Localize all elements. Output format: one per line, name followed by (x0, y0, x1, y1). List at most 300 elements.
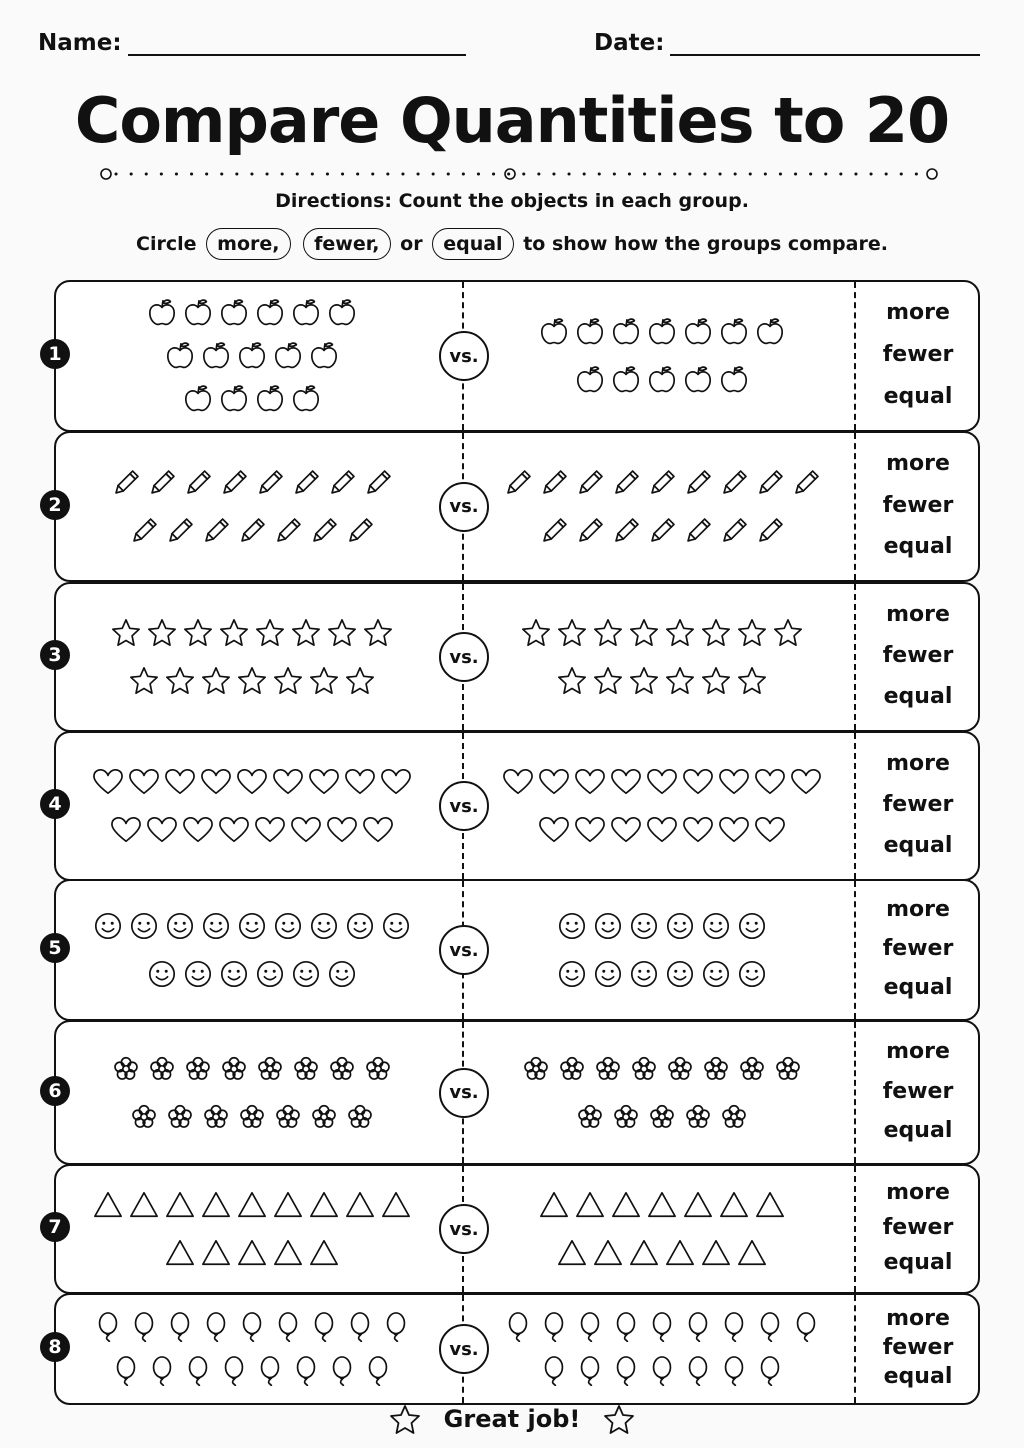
star-icon (147, 618, 177, 648)
example-more-pill: more, (206, 228, 290, 260)
flower-icon (291, 1054, 321, 1084)
pencil-icon (345, 516, 375, 546)
flower-icon (237, 1102, 267, 1132)
pencil-icon (129, 516, 159, 546)
vs-badge: vs. (439, 1068, 489, 1118)
apple-icon (683, 365, 713, 395)
smiley-icon (593, 911, 623, 941)
problem-4 (48, 731, 980, 881)
star-icon (237, 666, 267, 696)
balloon-icon (611, 1312, 641, 1342)
apple-icon (201, 341, 231, 371)
triangle-icon (665, 1238, 695, 1268)
pencil-icon (647, 468, 677, 498)
star-icon (593, 618, 623, 648)
star-icon (737, 666, 767, 696)
heart-icon (539, 767, 569, 797)
heart-icon (129, 767, 159, 797)
triangle-icon (165, 1238, 195, 1268)
apple-icon (291, 298, 321, 328)
smiley-icon (629, 959, 659, 989)
apple-icon (719, 365, 749, 395)
apple-icon (611, 365, 641, 395)
heart-icon (345, 767, 375, 797)
name-field[interactable] (38, 30, 466, 56)
heart-icon (719, 767, 749, 797)
flower-icon (773, 1054, 803, 1084)
star-icon (773, 618, 803, 648)
choices-divider (854, 1022, 856, 1163)
choice-more[interactable]: more (886, 750, 950, 776)
choices-divider (854, 1295, 856, 1403)
problem-3 (48, 582, 980, 732)
star-icon (521, 618, 551, 648)
apple-icon (255, 384, 285, 414)
smiley-icon (291, 959, 321, 989)
heart-icon (165, 767, 195, 797)
apple-icon (291, 384, 321, 414)
heart-icon (255, 815, 285, 845)
balloon-icon (363, 1356, 393, 1386)
heart-icon (309, 767, 339, 797)
star-icon (183, 618, 213, 648)
pencil-icon (111, 468, 141, 498)
pencil-icon (755, 468, 785, 498)
flower-icon (345, 1102, 375, 1132)
date-line[interactable] (670, 32, 980, 56)
star-icon (557, 666, 587, 696)
name-line[interactable] (128, 32, 466, 56)
triangle-icon (381, 1190, 411, 1220)
heart-icon (611, 815, 641, 845)
answer-choices (868, 584, 968, 730)
problem-7 (48, 1164, 980, 1294)
balloon-icon (503, 1312, 533, 1342)
problem-1 (48, 280, 980, 432)
vs-badge: vs. (439, 781, 489, 831)
problem-2 (48, 431, 980, 582)
apple-icon (647, 365, 677, 395)
flower-icon (521, 1054, 551, 1084)
heart-icon (503, 767, 533, 797)
vs-badge: vs. (439, 1324, 489, 1374)
answer-choices (868, 282, 968, 430)
smiley-icon (309, 911, 339, 941)
problem-number: 4 (40, 789, 70, 819)
example-fewer-pill: fewer, (303, 228, 390, 260)
pencil-icon (255, 468, 285, 498)
footer (0, 1404, 1024, 1436)
smiley-icon (201, 911, 231, 941)
heart-icon (381, 767, 411, 797)
heart-icon (719, 815, 749, 845)
flower-icon (719, 1102, 749, 1132)
directions-line-2: Circle more, fewer, or equal to show how the groups compare. (0, 228, 1024, 260)
apple-icon (755, 317, 785, 347)
balloon-icon (183, 1356, 213, 1386)
flower-icon (129, 1102, 159, 1132)
smiley-icon (129, 911, 159, 941)
apple-icon (183, 298, 213, 328)
triangle-icon (201, 1190, 231, 1220)
triangle-icon (273, 1238, 303, 1268)
star-icon (165, 666, 195, 696)
choice-fewer[interactable]: fewer (882, 342, 954, 367)
balloon-icon (345, 1312, 375, 1342)
footer-text: Great job! (443, 1405, 581, 1433)
triangle-icon (647, 1190, 677, 1220)
apple-icon (575, 317, 605, 347)
star-icon (737, 618, 767, 648)
choice-more[interactable]: more (886, 1038, 950, 1064)
smiley-icon (327, 959, 357, 989)
choice-equal[interactable]: equal (883, 1363, 953, 1389)
triangle-icon (201, 1238, 231, 1268)
flower-icon (201, 1102, 231, 1132)
flower-icon (701, 1054, 731, 1084)
flower-icon (575, 1102, 605, 1132)
flower-icon (647, 1102, 677, 1132)
star-icon (345, 666, 375, 696)
apple-icon (647, 317, 677, 347)
balloon-icon (719, 1312, 749, 1342)
balloon-icon (291, 1356, 321, 1386)
pencil-icon (291, 468, 321, 498)
triangle-icon (539, 1190, 569, 1220)
heart-icon (363, 815, 393, 845)
vs-badge: vs. (439, 632, 489, 682)
problem-number: 8 (40, 1332, 70, 1362)
pencil-icon (647, 516, 677, 546)
pencil-icon (183, 468, 213, 498)
choices-divider (854, 733, 856, 879)
smiley-icon (183, 959, 213, 989)
flower-icon (255, 1054, 285, 1084)
choices-divider (854, 282, 856, 430)
heart-icon (237, 767, 267, 797)
heart-icon (219, 815, 249, 845)
star-icon (389, 1404, 421, 1436)
apple-icon (219, 384, 249, 414)
choice-more[interactable]: more (886, 601, 950, 627)
balloon-icon (255, 1356, 285, 1386)
smiley-icon (273, 911, 303, 941)
date-field[interactable] (594, 30, 980, 56)
heart-icon (273, 767, 303, 797)
triangle-icon (129, 1190, 159, 1220)
star-icon (309, 666, 339, 696)
star-icon (363, 618, 393, 648)
pencil-icon (683, 468, 713, 498)
answer-choices (868, 881, 968, 1019)
pencil-icon (683, 516, 713, 546)
smiley-icon (665, 911, 695, 941)
smiley-icon (255, 959, 285, 989)
answer-choices (868, 1295, 968, 1403)
smiley-icon (701, 911, 731, 941)
heart-icon (647, 815, 677, 845)
pencil-icon (611, 468, 641, 498)
heart-icon (755, 767, 785, 797)
smiley-icon (557, 911, 587, 941)
smiley-icon (345, 911, 375, 941)
triangle-icon (237, 1190, 267, 1220)
triangle-icon (309, 1238, 339, 1268)
vs-badge: vs. (439, 925, 489, 975)
apple-icon (327, 298, 357, 328)
star-icon (291, 618, 321, 648)
apple-icon (575, 365, 605, 395)
star-icon (327, 618, 357, 648)
heart-icon (755, 815, 785, 845)
balloon-icon (327, 1356, 357, 1386)
problem-8 (48, 1293, 980, 1405)
balloon-icon (147, 1356, 177, 1386)
triangle-icon (309, 1190, 339, 1220)
apple-icon (611, 317, 641, 347)
choice-equal[interactable]: equal (883, 974, 953, 1000)
balloon-icon (219, 1356, 249, 1386)
pencil-icon (201, 516, 231, 546)
choice-more[interactable]: more (886, 897, 950, 923)
heart-icon (575, 815, 605, 845)
problem-number: 7 (40, 1212, 70, 1242)
problem-number: 5 (40, 933, 70, 963)
heart-icon (201, 767, 231, 797)
answer-choices (868, 733, 968, 879)
star-icon (665, 618, 695, 648)
name-label: Name: (38, 30, 122, 56)
pencil-icon (719, 516, 749, 546)
balloon-icon (111, 1356, 141, 1386)
star-icon (629, 666, 659, 696)
apple-icon (255, 298, 285, 328)
choice-more[interactable]: more (886, 450, 950, 476)
pencil-icon (309, 516, 339, 546)
apple-icon (219, 298, 249, 328)
apple-icon (539, 317, 569, 347)
heart-icon (575, 767, 605, 797)
pencil-icon (363, 468, 393, 498)
flower-icon (273, 1102, 303, 1132)
balloon-icon (381, 1312, 411, 1342)
triangle-icon (557, 1238, 587, 1268)
star-icon (219, 618, 249, 648)
star-icon (603, 1404, 635, 1436)
pencil-icon (147, 468, 177, 498)
star-icon (665, 666, 695, 696)
balloon-icon (647, 1312, 677, 1342)
star-icon (111, 618, 141, 648)
star-icon (273, 666, 303, 696)
choice-fewer[interactable]: fewer (882, 1215, 954, 1240)
heart-icon (93, 767, 123, 797)
heart-icon (683, 767, 713, 797)
flower-icon (111, 1054, 141, 1084)
star-icon (701, 666, 731, 696)
balloon-icon (575, 1312, 605, 1342)
smiley-icon (737, 911, 767, 941)
balloon-icon (309, 1312, 339, 1342)
page-title: Compare Quantities to 20 (74, 84, 950, 157)
star-icon (129, 666, 159, 696)
apple-icon (309, 341, 339, 371)
choice-fewer[interactable]: fewer (882, 1078, 954, 1104)
pencil-icon (575, 516, 605, 546)
balloon-icon (129, 1312, 159, 1342)
problem-number: 2 (40, 490, 70, 520)
triangle-icon (165, 1190, 195, 1220)
flower-icon (611, 1102, 641, 1132)
balloon-icon (201, 1312, 231, 1342)
balloon-icon (719, 1356, 749, 1386)
pencil-icon (539, 516, 569, 546)
triangle-icon (273, 1190, 303, 1220)
choices-divider (854, 881, 856, 1019)
flower-icon (327, 1054, 357, 1084)
choice-fewer[interactable]: fewer (882, 643, 954, 668)
flower-icon (363, 1054, 393, 1084)
pencil-icon (755, 516, 785, 546)
flower-icon (147, 1054, 177, 1084)
smiley-icon (237, 911, 267, 941)
apple-icon (165, 341, 195, 371)
balloon-icon (539, 1312, 569, 1342)
directions-line-1: Directions: Count the objects in each group. (275, 190, 749, 212)
dotted-divider (100, 164, 940, 184)
triangle-icon (719, 1190, 749, 1220)
problem-number: 1 (40, 339, 70, 369)
apple-icon (237, 341, 267, 371)
heart-icon (183, 815, 213, 845)
choice-more[interactable]: more (886, 1180, 950, 1206)
balloon-icon (683, 1356, 713, 1386)
problem-number: 6 (40, 1076, 70, 1106)
choices-divider (854, 433, 856, 580)
triangle-icon (575, 1190, 605, 1220)
flower-icon (629, 1054, 659, 1084)
choice-equal[interactable]: equal (883, 833, 953, 859)
apple-icon (183, 384, 213, 414)
answer-choices (868, 1166, 968, 1292)
triangle-icon (755, 1190, 785, 1220)
flower-icon (593, 1054, 623, 1084)
flower-icon (309, 1102, 339, 1132)
triangle-icon (683, 1190, 713, 1220)
choices-divider (854, 1166, 856, 1292)
smiley-icon (629, 911, 659, 941)
problem-number: 3 (40, 640, 70, 670)
choice-fewer[interactable]: fewer (882, 492, 954, 518)
apple-icon (273, 341, 303, 371)
choice-equal[interactable]: equal (883, 534, 953, 560)
star-icon (593, 666, 623, 696)
heart-icon (611, 767, 641, 797)
date-label: Date: (594, 30, 665, 56)
apple-icon (147, 298, 177, 328)
flower-icon (683, 1102, 713, 1132)
balloon-icon (755, 1356, 785, 1386)
flower-icon (219, 1054, 249, 1084)
choice-equal[interactable]: equal (883, 1118, 953, 1144)
choice-equal[interactable]: equal (883, 1249, 953, 1275)
triangle-icon (737, 1238, 767, 1268)
pencil-icon (539, 468, 569, 498)
heart-icon (291, 815, 321, 845)
flower-icon (165, 1102, 195, 1132)
pencil-icon (273, 516, 303, 546)
balloon-icon (611, 1356, 641, 1386)
vs-badge: vs. (439, 482, 489, 532)
example-equal-pill: equal (432, 228, 513, 260)
smiley-icon (93, 911, 123, 941)
smiley-icon (219, 959, 249, 989)
choice-more[interactable]: more (886, 300, 950, 325)
choices-divider (854, 584, 856, 730)
choice-equal[interactable]: equal (883, 384, 953, 409)
triangle-icon (611, 1190, 641, 1220)
smiley-icon (665, 959, 695, 989)
choice-more[interactable]: more (886, 1306, 950, 1332)
pencil-icon (219, 468, 249, 498)
pencil-icon (327, 468, 357, 498)
heart-icon (791, 767, 821, 797)
choice-fewer[interactable]: fewer (882, 936, 954, 961)
balloon-icon (539, 1356, 569, 1386)
heart-icon (147, 815, 177, 845)
apple-icon (683, 317, 713, 347)
choice-fewer[interactable]: fewer (882, 792, 954, 817)
choice-equal[interactable]: equal (883, 684, 953, 710)
balloon-icon (237, 1312, 267, 1342)
balloon-icon (575, 1356, 605, 1386)
pencil-icon (611, 516, 641, 546)
pencil-icon (237, 516, 267, 546)
choice-fewer[interactable]: fewer (882, 1335, 954, 1360)
pencil-icon (791, 468, 821, 498)
triangle-icon (237, 1238, 267, 1268)
flower-icon (183, 1054, 213, 1084)
problem-5 (48, 879, 980, 1021)
balloon-icon (165, 1312, 195, 1342)
smiley-icon (557, 959, 587, 989)
heart-icon (683, 815, 713, 845)
smiley-icon (165, 911, 195, 941)
smiley-icon (737, 959, 767, 989)
smiley-icon (701, 959, 731, 989)
balloon-icon (683, 1312, 713, 1342)
pencil-icon (575, 468, 605, 498)
triangle-icon (629, 1238, 659, 1268)
pencil-icon (719, 468, 749, 498)
answer-choices (868, 433, 968, 580)
triangle-icon (593, 1238, 623, 1268)
heart-icon (327, 815, 357, 845)
balloon-icon (791, 1312, 821, 1342)
balloon-icon (647, 1356, 677, 1386)
flower-icon (557, 1054, 587, 1084)
balloon-icon (273, 1312, 303, 1342)
answer-choices (868, 1022, 968, 1163)
star-icon (557, 618, 587, 648)
heart-icon (111, 815, 141, 845)
triangle-icon (93, 1190, 123, 1220)
flower-icon (737, 1054, 767, 1084)
star-icon (255, 618, 285, 648)
triangle-icon (345, 1190, 375, 1220)
star-icon (201, 666, 231, 696)
vs-badge: vs. (439, 331, 489, 381)
